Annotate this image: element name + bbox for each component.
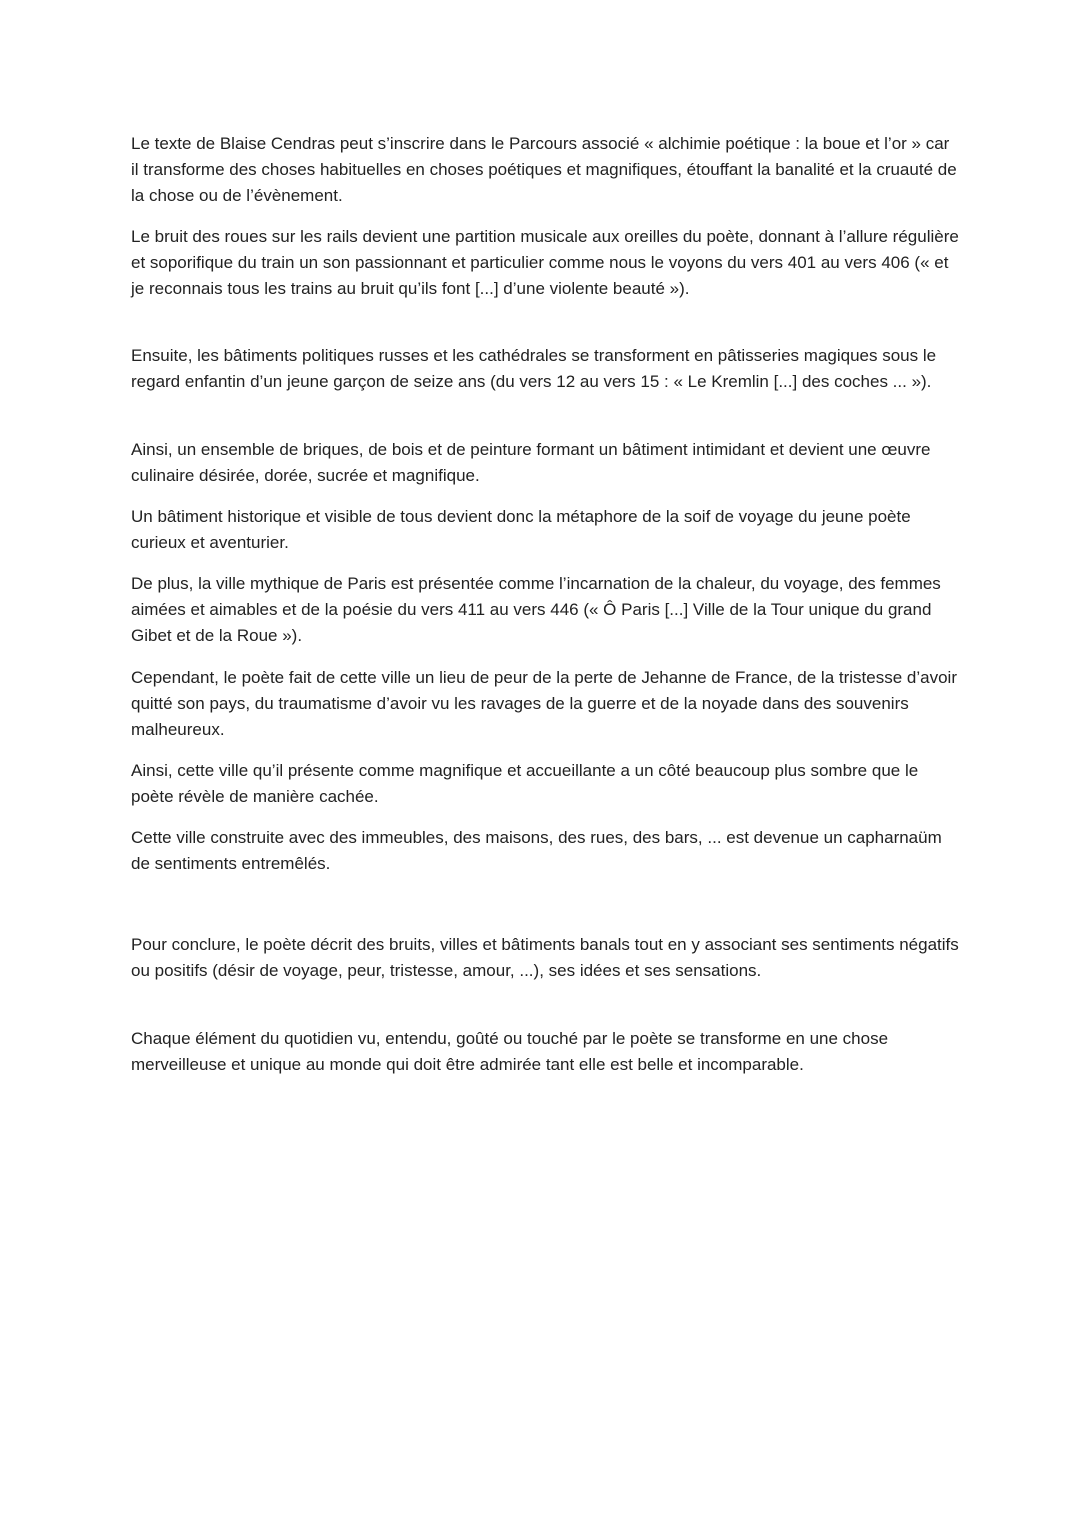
paragraph-text: Le texte de Blaise Cendras peut s’inscrire dans le Parcours associé « alchimie poétique : la boue et l’or » car il transforme des choses habituelles en choses poétiques et magnifiques, étouffant la banalité et la cruauté de la chose ou de l’évènement. xyxy=(131,134,957,205)
paragraph-text: Pour conclure, le poète décrit des bruits, villes et bâtiments banals tout en y associant ses sentiments négatifs ou positifs (désir de voyage, peur, tristesse, amour, ...), ses idées et ses sensations. xyxy=(131,935,959,980)
paragraph-intro xyxy=(131,131,961,209)
paragraph-text: Ainsi, cette ville qu’il présente comme magnifique et accueillante a un côté beaucoup plus sombre que le poète révèle de manière cachée. xyxy=(131,761,919,806)
paragraph-train-noise xyxy=(131,224,961,302)
paragraph-capharnaum xyxy=(131,825,961,877)
paragraph-text: Ensuite, les bâtiments politiques russes et les cathédrales se transforment en pâtisseries magiques sous le regard enfantin d’un jeune garçon de seize ans (du vers 12 au vers 15 : « Le Kremlin [...] des coches ... »). xyxy=(131,346,937,391)
paragraph-bricks xyxy=(131,437,961,489)
paragraph-conclusion xyxy=(131,932,961,984)
paragraph-text: Cependant, le poète fait de cette ville un lieu de peur de la perte de Jehanne de France, de la tristesse d’avoir quitté son pays, du traumatisme d’avoir vu les ravages de la guerre et de la noyade dans des souvenirs malheureux. xyxy=(131,668,957,739)
paragraph-text: Chaque élément du quotidien vu, entendu, goûté ou touché par le poète se transforme en une chose merveilleuse et unique au monde qui doit être admirée tant elle est belle et incomparable. xyxy=(131,1029,889,1074)
paragraph-buildings xyxy=(131,343,961,395)
paragraph-text: Ainsi, un ensemble de briques, de bois et de peinture formant un bâtiment intimidant et devient une œuvre culinaire désirée, dorée, sucrée et magnifique. xyxy=(131,440,931,485)
paragraph-dark-side xyxy=(131,758,961,810)
paragraph-metaphor xyxy=(131,504,961,556)
paragraph-text: Un bâtiment historique et visible de tous devient donc la métaphore de la soif de voyage du jeune poète curieux et aventurier. xyxy=(131,507,911,552)
paragraph-text: Cette ville construite avec des immeubles, des maisons, des rues, des bars, ... est devenue un capharnaüm de sentiments entremêlés. xyxy=(131,828,942,873)
paragraph-paris xyxy=(131,571,961,649)
paragraph-final xyxy=(131,1026,961,1078)
paragraph-text: Le bruit des roues sur les rails devient une partition musicale aux oreilles du poète, donnant à l’allure régulière et soporifique du train un son passionnant et particulier comme nous le voyons du vers 401 au vers 406 (« et je reconnais tous les trains au bruit qu’ils font [...] d’une violente beauté »). xyxy=(131,227,959,298)
paragraph-text: De plus, la ville mythique de Paris est présentée comme l’incarnation de la chaleur, du voyage, des femmes aimées et aimables et de la poésie du vers 411 au vers 446 (« Ô Paris [...] Ville de la Tour unique du grand Gibet et de la Roue »). xyxy=(131,574,941,645)
paragraph-fear xyxy=(131,665,961,743)
